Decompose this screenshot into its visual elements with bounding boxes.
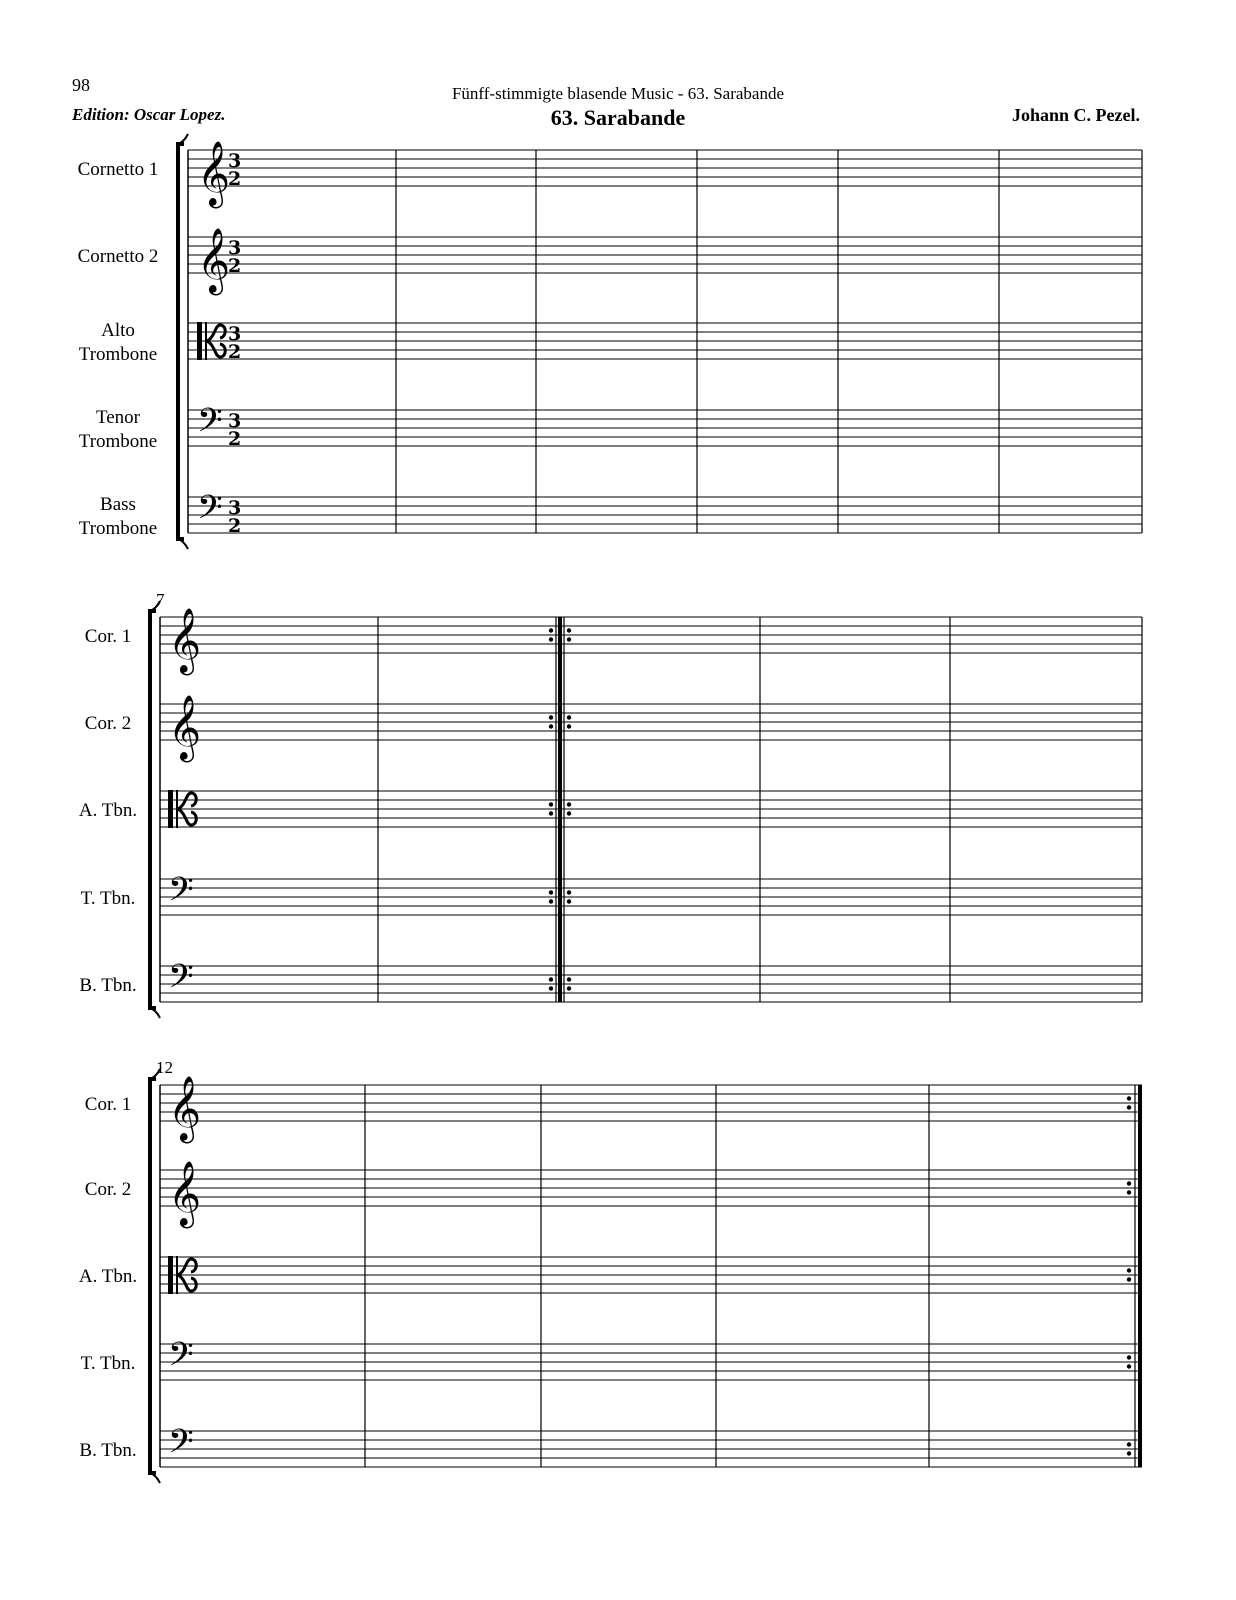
bass-clef-icon: 𝄢 [168,1423,194,1469]
repeat-dot [549,724,553,728]
instrument-label: Cor. 1 [84,626,132,647]
bass-clef-icon: 𝄢 [168,958,194,1004]
repeat-dot [549,628,553,632]
instrument-label: A. Tbn. [78,1266,138,1287]
bass-clef-icon: 𝄢 [168,871,194,917]
repeat-dot [549,899,553,903]
repeat-dot [567,890,571,894]
repeat-dot [549,811,553,815]
treble-clef-icon: 𝄞 [197,228,231,293]
piece-title: 63. Sarabande [550,105,686,130]
repeat-dot [549,715,553,719]
time-signature-denominator: 2 [228,515,242,537]
edition-credit: Edition: Oscar Lopez. [72,105,226,124]
repeat-dot [1127,1181,1131,1185]
time-signature-denominator: 2 [228,168,242,190]
time-signature-denominator: 2 [228,341,242,363]
instrument-label: Trombone [78,518,158,539]
repeat-dot [549,977,553,981]
instrument-label: B. Tbn. [79,1440,137,1461]
time-signature-denominator: 2 [228,428,242,450]
repeat-dot [567,811,571,815]
repeat-dot [549,802,553,806]
system-bracket [150,611,156,1008]
bass-clef-icon: 𝄢 [197,489,223,535]
treble-clef-icon: 𝄞 [168,1161,202,1226]
time-signature-numerator: 3 [228,323,242,345]
repeat-dot [1127,1268,1131,1272]
repeat-dot [567,724,571,728]
instrument-label: B. Tbn. [79,975,137,996]
repeat-dot [567,802,571,806]
bass-clef-icon: 𝄢 [168,1336,194,1382]
running-header: Fünff-stimmigte blasende Music - 63. Sarabande [451,84,785,103]
repeat-dot [1127,1451,1131,1455]
time-signature-numerator: 3 [228,410,242,432]
treble-clef-icon: 𝄞 [197,141,231,206]
treble-clef-icon: 𝄞 [168,1076,202,1141]
repeat-dot [549,986,553,990]
instrument-label: A. Tbn. [78,800,138,821]
repeat-dot [1127,1105,1131,1109]
repeat-dot [567,637,571,641]
instrument-label: Cor. 2 [84,713,132,734]
repeat-dot [1127,1355,1131,1359]
repeat-dot [567,628,571,632]
repeat-dot [549,890,553,894]
instrument-label: Cor. 2 [84,1179,132,1200]
instrument-label: Tenor [95,407,141,428]
repeat-dot [1127,1096,1131,1100]
page-number: 98 [72,75,90,95]
instrument-label: Cornetto 2 [77,246,159,267]
system-bracket [150,1079,156,1473]
system-bracket [178,144,184,539]
instrument-label: Trombone [78,344,158,365]
instrument-label: Bass [100,494,136,515]
time-signature-numerator: 3 [228,150,242,172]
instrument-label: T. Tbn. [80,888,136,909]
repeat-dot [567,715,571,719]
repeat-dot [567,899,571,903]
repeat-dot [549,637,553,641]
measure-number: 7 [156,590,165,609]
treble-clef-icon: 𝄞 [168,695,202,760]
bass-clef-icon: 𝄢 [197,402,223,448]
instrument-label: Cornetto 1 [77,159,159,180]
repeat-dot [1127,1190,1131,1194]
repeat-dot [1127,1364,1131,1368]
instrument-label: T. Tbn. [80,1353,136,1374]
repeat-dot [1127,1442,1131,1446]
composer-name: Johann C. Pezel. [1012,105,1140,125]
instrument-label: Cor. 1 [84,1094,132,1115]
time-signature-numerator: 3 [228,237,242,259]
instrument-label: Trombone [78,431,158,452]
repeat-dot [567,977,571,981]
treble-clef-icon: 𝄞 [168,608,202,673]
measure-number: 12 [156,1058,173,1077]
repeat-dot [1127,1277,1131,1281]
time-signature-denominator: 2 [228,255,242,277]
repeat-dot [567,986,571,990]
time-signature-numerator: 3 [228,497,242,519]
instrument-label: Alto [101,320,135,341]
